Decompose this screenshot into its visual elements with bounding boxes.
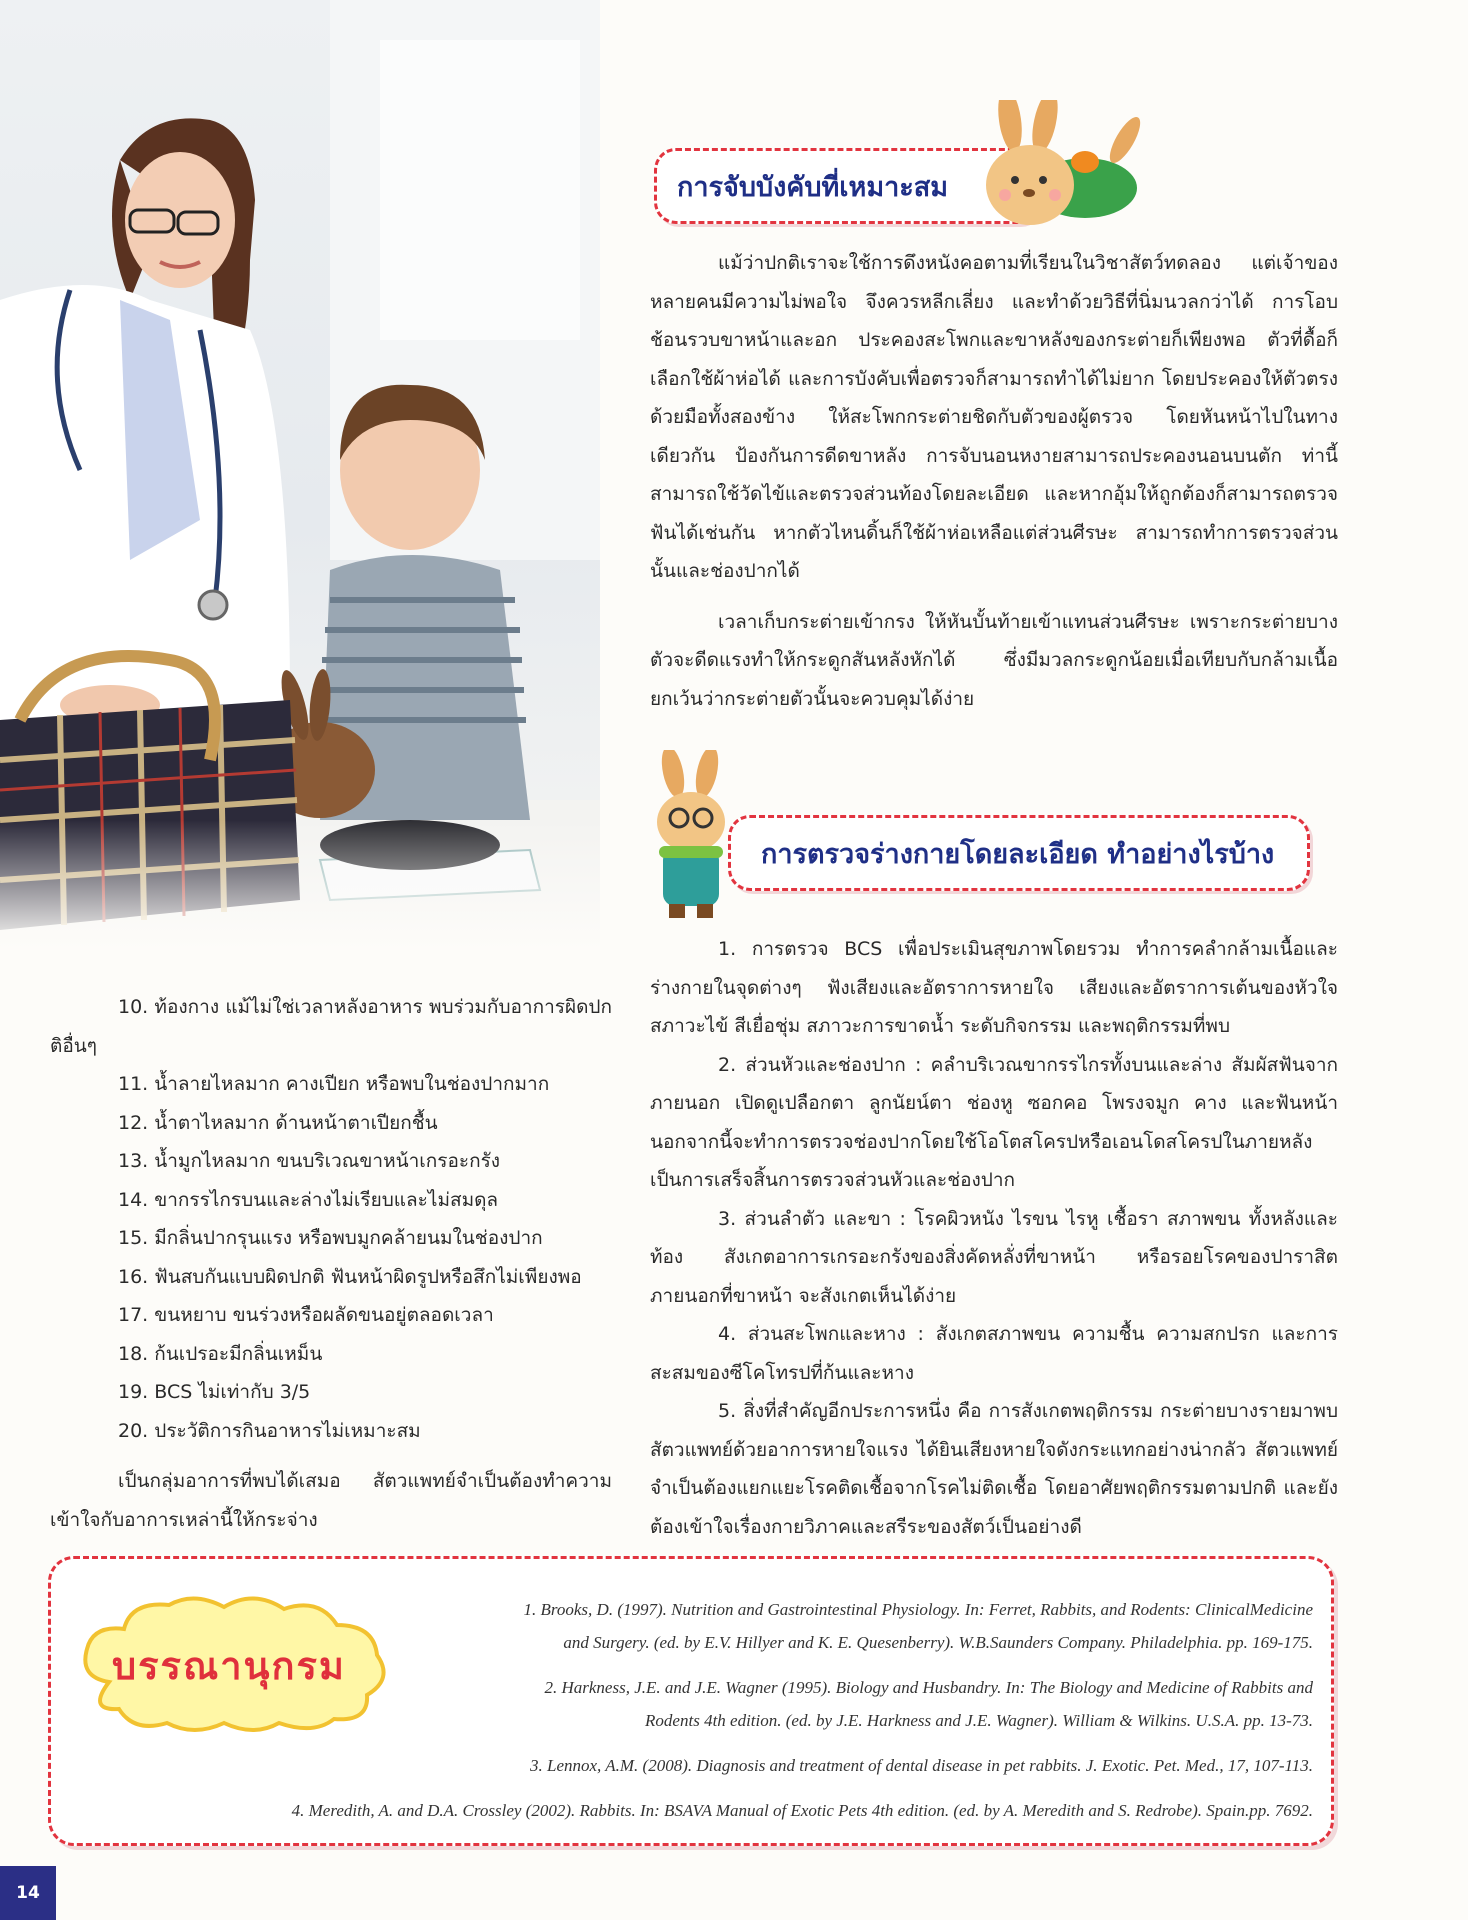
reference-line: 1. Brooks, D. (1997). Nutrition and Gastrointestinal Physiology. In: Ferret, Rabbits, and Rodents: ClinicalMedicine xyxy=(523,1600,1313,1619)
symptom-item: 19. BCS ไม่เท่ากับ 3/5 xyxy=(118,1381,311,1403)
reference-line: 4. Meredith, A. and D.A. Crossley (2002). Rabbits. In: BSAVA Manual of Exotic Pets 4th edition. (ed. by A. Meredith and S. Redrobe). Spain.pp. 7692. xyxy=(291,1801,1313,1820)
symptom-item: 12. น้ำตาไหลมาก ด้านหน้าตาเปียกชื้น xyxy=(118,1111,438,1134)
exam-item: 4. ส่วนสะโพกและหาง : สังเกตสภาพขน ความชื้น ความสกปรก และการสะสมของซีโคโทรปที่ก้นและหาง xyxy=(650,1323,1338,1384)
rabbit-mascot-lying-icon xyxy=(975,100,1150,240)
rabbit-mascot-standing-icon xyxy=(645,750,740,925)
page-number: 14 xyxy=(0,1866,56,1920)
symptom-item: 11. น้ำลายไหลมาก คางเปียก หรือพบในช่องปากมาก xyxy=(118,1073,550,1095)
heading-handling-text: การจับบังคับที่เหมาะสม xyxy=(677,171,949,203)
symptom-item: 16. ฟันสบกันแบบผิดปกติ ฟันหน้าผิดรูปหรือสึกไม่เพียงพอ xyxy=(118,1265,582,1288)
symptom-item: 20. ประวัติการกินอาหารไม่เหมาะสม xyxy=(118,1419,421,1442)
symptom-list xyxy=(50,988,612,1539)
bibliography-title: บรรณานุกรม xyxy=(112,1644,346,1688)
photo-illustration xyxy=(0,0,600,950)
symptom-item: 10. ท้องกาง แม้ไม่ใช่เวลาหลังอาหาร พบร่วมกับอาการผิดปกติอื่นๆ xyxy=(50,996,612,1057)
bibliography-box xyxy=(48,1556,1334,1846)
reference-line: and Surgery. (ed. by E.V. Hillyer and K. E. Quesenberry). W.B.Saunders Company. Philadelphia. pp. 169-175. xyxy=(563,1633,1313,1652)
handling-section-text xyxy=(650,244,1338,718)
exam-item: 2. ส่วนหัวและช่องปาก : คลำบริเวณขากรรไกรทั้งบนและล่าง สัมผัสฟันจากภายนอก เปิดดูเปลือกตา ลูกนัยน์ตา ช่องหู ซอกคอ โพรงจมูก คาง และฟันหน้า นอกจากนี้จะทำการตรวจช่องปากโดยใช้โอโตสโครปหรือเอนโดสโครปในภายหลัง เป็นการเสร็จสิ้นการตรวจส่วนหัวและช่องปาก xyxy=(650,1053,1338,1191)
vet-rabbit-photo xyxy=(0,0,600,950)
symptom-item: 17. ขนหยาบ ขนร่วงหรือผลัดขนอยู่ตลอดเวลา xyxy=(118,1304,494,1326)
exam-item: 3. ส่วนลำตัว และขา : โรคผิวหนัง ไรขน ไรหู เชื้อรา สภาพขน ทั้งหลังและท้อง สังเกตอาการเกรอะกรังของสิ่งคัดหลั่งที่ขาหน้า หรือรอยโรคของปาราสิตภายนอกที่ขาหน้า จะสังเกตเห็นได้ง่าย xyxy=(650,1207,1338,1307)
reference-line: Rodents 4th edition. (ed. by J.E. Harkness and J.E. Wagner). William & Wilkins. U.S.A. pp. 13-73. xyxy=(645,1711,1313,1730)
reference-line: 2. Harkness, J.E. and J.E. Wagner (1995). Biology and Husbandry. In: The Biology and Medicine of Rabbits and xyxy=(544,1678,1313,1697)
exam-item: 1. การตรวจ BCS เพื่อประเมินสุขภาพโดยรวม ทำการคลำกล้ามเนื้อและร่างกายในจุดต่างๆ ฟังเสียงและอัตราการหายใจ เสียงและอัตราการเต้นของหัวใจ สภาวะไข้ สีเยื่อชุ่ม สภาวะการขาดน้ำ ระดับกิจกรรม และพฤติกรรมที่พบ xyxy=(650,938,1338,1037)
symptom-item: 13. น้ำมูกไหลมาก ขนบริเวณขาหน้าเกรอะกรัง xyxy=(118,1150,501,1172)
symptom-item: 18. ก้นเปรอะมีกลิ่นเหม็น xyxy=(118,1342,323,1365)
symptom-item: 14. ขากรรไกรบนและล่างไม่เรียบและไม่สมดุล xyxy=(118,1188,499,1211)
photo-fade xyxy=(0,820,600,950)
symptom-item: 15. มีกลิ่นปากรุนแรง หรือพบมูกคล้ายนมในช่องปาก xyxy=(118,1227,543,1249)
reference-list xyxy=(51,1593,1313,1839)
handling-paragraph: แม้ว่าปกติเราจะใช้การดึงหนังคอตามที่เรียนในวิชาสัตว์ทดลอง แต่เจ้าของหลายคนมีความไม่พอใจ จึงควรหลีกเลี่ยง และทำด้วยวิธีที่นิ่มนวลกว่าได้ การโอบช้อนรวบขาหน้าและอก ประคองสะโพกและขาหลังของกระต่ายก็เพียงพอ ตัวที่ดื้อก็เลือกใช้ผ้าห่อได้ และการบังคับเพื่อตรวจก็สามารถทำได้ไม่ยาก โดยประคองให้ตัวตรงด้วยมือทั้งสองข้าง ให้สะโพกกระต่ายชิดกับตัวของผู้ตรวจ โดยหันหน้าไปในทางเดียวกัน ป้องกันการดีดขาหลัง การจับนอนหงายสามารถประคองนอนบนตัก ท่านี้สามารถใช้วัดไข้และตรวจส่วนท้องโดยละเอียด และหากอุ้มให้ถูกต้องก็สามารถตรวจฟันได้เช่นกัน หากตัวไหนดิ้นก็ใช้ผ้าห่อเหลือแต่ส่วนศีรษะ สามารถทำการตรวจส่วนนั้นและช่องปากได้ xyxy=(650,252,1338,582)
symptom-summary: เป็นกลุ่มอาการที่พบได้เสมอ สัตวแพทย์จำเป็นต้องทำความเข้าใจกับอาการเหล่านี้ให้กระจ่าง xyxy=(50,1470,612,1531)
exam-section-text xyxy=(650,930,1338,1546)
reference-line: 3. Lennox, A.M. (2008). Diagnosis and treatment of dental disease in pet rabbits. J. Exotic. Pet. Med., 17, 107-113. xyxy=(530,1756,1313,1775)
section-heading-exam xyxy=(728,815,1310,891)
exam-item: 5. สิ่งที่สำคัญอีกประการหนึ่ง คือ การสังเกตพฤติกรรม กระต่ายบางรายมาพบสัตวแพทย์ด้วยอาการหายใจแรง ได้ยินเสียงหายใจดังกระแทกอย่างน่ากลัว สัตวแพทย์จำเป็นต้องแยกแยะโรคติดเชื้อจากโรคไม่ติดเชื้อ โดยอาศัยพฤติกรรมตามปกติ และยังต้องเข้าใจเรื่องกายวิภาคและสรีระของสัตว์เป็นอย่างดี xyxy=(650,1400,1338,1538)
heading-exam-text: การตรวจร่างกายโดยละเอียด ทำอย่างไรบ้าง xyxy=(761,838,1275,870)
handling-paragraph: เวลาเก็บกระต่ายเข้ากรง ให้หันบั้นท้ายเข้าแทนส่วนศีรษะ เพราะกระต่ายบางตัวจะดีดแรงทำให้กระดูกสันหลังหักได้ ซึ่งมีมวลกระดูกน้อยเมื่อเทียบกับกล้ามเนื้อ ยกเว้นว่ากระต่ายตัวนั้นจะควบคุมได้ง่าย xyxy=(650,610,1338,710)
